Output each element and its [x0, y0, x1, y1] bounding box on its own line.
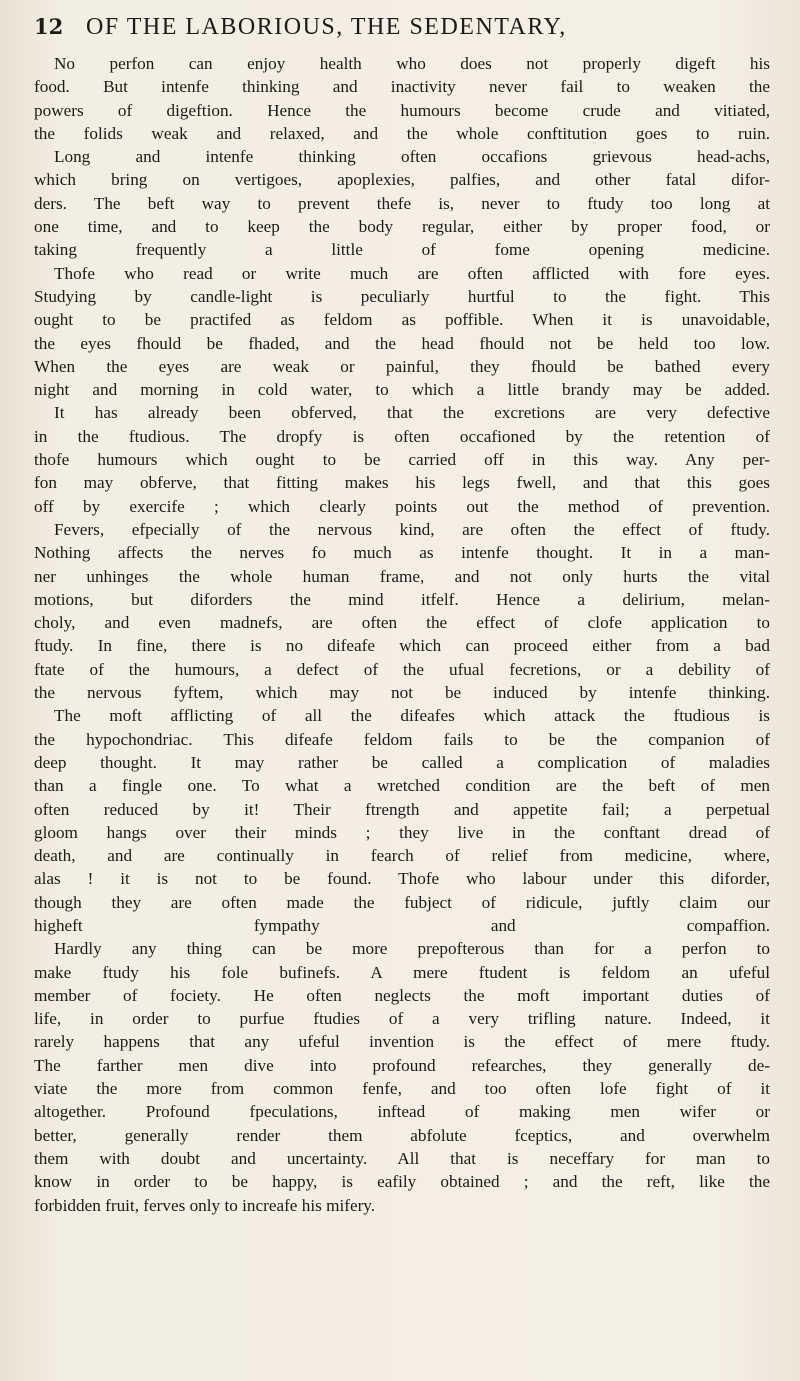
text-line: motions, but diforders the mind itfelf. Hence a delirium, melan- — [34, 589, 770, 609]
text-line: ner unhinges the whole human frame, and not only hurts the vital — [34, 566, 770, 586]
text-line: thofe humours which ought to be carried off in this way. Any per- — [34, 450, 770, 470]
text-line: make ftudy his fole bufinefs. A mere ftudent is feldom an ufeful — [34, 962, 770, 982]
text-line: the nervous fyftem, which may not be induced by intenfe thinking. — [34, 683, 770, 703]
text-line: gloom hangs over their minds ; they live in the conftant dread of — [34, 822, 770, 842]
text-line: fon may obferve, that fitting makes his legs fwell, and that this goes — [34, 473, 770, 493]
text-line: them with doubt and uncertainty. All that is neceffary for man to — [34, 1148, 770, 1168]
text-line: than a fingle one. To what a wretched condition are the beft of men — [34, 776, 770, 796]
text-line: choly, and even madnefs, are often the effect of clofe application to — [34, 613, 770, 633]
text-line: night and morning in cold water, to which a little brandy may be added. — [34, 380, 770, 400]
text-line: Long and intenfe thinking often occafions grievous head-achs, — [54, 147, 770, 167]
text-line: the eyes fhould be fhaded, and the head fhould not be held too low. — [34, 333, 770, 353]
text-line: often reduced by it! Their ftrength and appetite fail; a perpetual — [34, 799, 770, 819]
text-line: powers of digeftion. Hence the humours become crude and vitiated, — [34, 100, 770, 120]
text-line: in the ftudious. The dropfy is often occafioned by the retention of — [34, 426, 770, 446]
text-line: higheft fympathy and compaffion. — [34, 915, 770, 935]
text-line: The moft afflicting of all the difeafes which attack the ftudious is — [54, 706, 770, 726]
text-line: Thofe who read or write much are often afflicted with fore eyes. — [54, 263, 770, 283]
running-head-title: OF THE LABORIOUS, THE SEDENTARY, — [86, 14, 567, 40]
text-line: altogether. Profound fpeculations, inftead of making men wifer or — [34, 1102, 770, 1122]
text-line: alas ! it is not to be found. Thofe who labour under this diforder, — [34, 869, 770, 889]
text-line: the hypochondriac. This difeafe feldom fails to be the companion of — [34, 729, 770, 749]
text-line: The farther men dive into profound refearches, they generally de- — [34, 1055, 770, 1075]
text-line: one time, and to keep the body regular, either by proper food, or — [34, 217, 770, 237]
text-line: food. But intenfe thinking and inactivity never fail to weaken the — [34, 77, 770, 97]
text-line: ftudy. In fine, there is no difeafe which can proceed either from a bad — [34, 636, 770, 656]
text-line: Nothing affects the nerves fo much as intenfe thought. It in a man- — [34, 543, 770, 563]
text-line: which bring on vertigoes, apoplexies, palfies, and other fatal difor- — [34, 170, 770, 190]
text-line: Hardly any thing can be more prepofterous than for a perfon to — [54, 939, 770, 959]
text-line: viate the more from common fenfe, and too often lofe fight of it — [34, 1079, 770, 1099]
text-line: the folids weak and relaxed, and the whole conftitution goes to ruin. — [34, 123, 770, 143]
text-line: off by exercife ; which clearly points out the method of prevention. — [34, 496, 770, 516]
text-line: forbidden fruit, ferves only to increafe his mifery. — [34, 1195, 376, 1215]
text-line: When the eyes are weak or painful, they fhould be bathed every — [34, 356, 770, 376]
text-line: ders. The beft way to prevent thefe is, never to ftudy too long at — [34, 193, 770, 213]
page-number: 12 — [34, 14, 64, 39]
text-line: member of fociety. He often neglects the moft important duties of — [34, 985, 770, 1005]
text-line: Studying by candle-light is peculiarly hurtful to the fight. This — [34, 286, 770, 306]
text-line: deep thought. It may rather be called a complication of maladies — [34, 752, 770, 772]
text-line: It has already been obferved, that the excretions are very defective — [54, 403, 770, 423]
text-line: better, generally render them abfolute fceptics, and overwhelm — [34, 1125, 770, 1145]
text-line: Fevers, efpecially of the nervous kind, are often the effect of ftudy. — [54, 519, 770, 539]
text-line: though they are often made the fubject of ridicule, juftly claim our — [34, 892, 770, 912]
text-line: death, and are continually in fearch of relief from medicine, where, — [34, 846, 770, 866]
text-line: ftate of the humours, a defect of the ufual fecretions, or a debility of — [34, 659, 770, 679]
text-line: taking frequently a little of fome opening medicine. — [34, 240, 770, 260]
text-line: know in order to be happy, is eafily obtained ; and the reft, like the — [34, 1172, 770, 1192]
running-head — [34, 14, 770, 48]
text-line: life, in order to purfue ftudies of a very trifling nature. Indeed, it — [34, 1009, 770, 1029]
text-line: No perfon can enjoy health who does not properly digeft his — [54, 54, 770, 73]
text-line: rarely happens that any ufeful invention is the effect of mere ftudy. — [34, 1032, 770, 1052]
text-line: ought to be practifed as feldom as poffible. When it is unavoidable, — [34, 310, 770, 330]
body-text — [34, 52, 770, 1217]
